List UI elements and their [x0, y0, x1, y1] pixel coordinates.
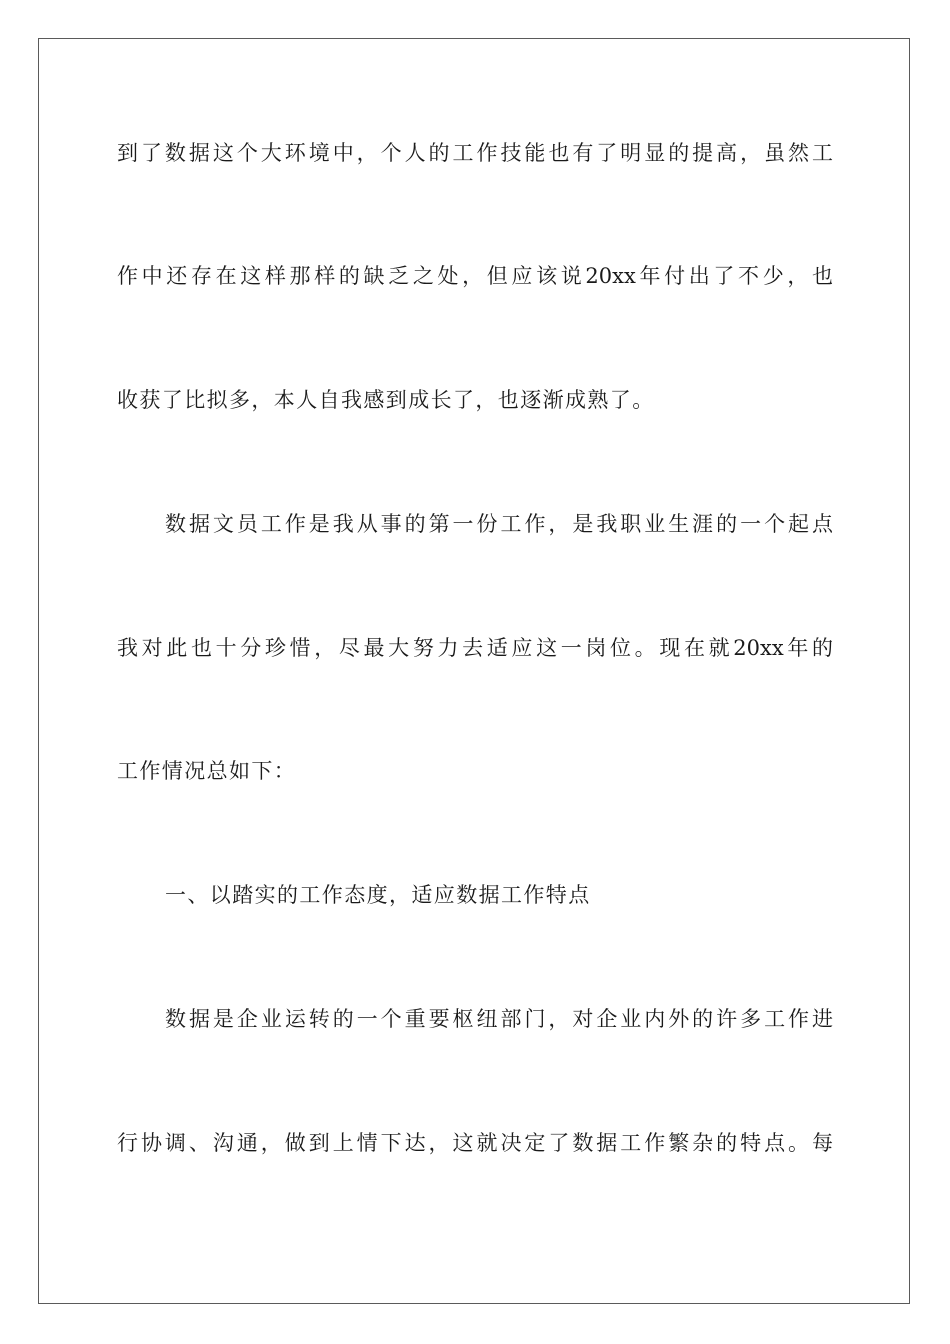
text-line-5: 我对此也十分珍惜，尽最大努力去适应这一岗位。现在就20xx年的 [117, 636, 833, 660]
text-line-4: 数据文员工作是我从事的第一份工作，是我职业生涯的一个起点 [165, 512, 833, 536]
text-line-8: 数据是企业运转的一个重要枢纽部门，对企业内外的许多工作进 [165, 1007, 833, 1031]
text-line-1: 到了数据这个大环境中，个人的工作技能也有了明显的提高，虽然工 [117, 141, 833, 165]
text-line-2: 作中还存在这样那样的缺乏之处，但应该说20xx年付出了不少，也 [117, 264, 833, 288]
text-line-6: 工作情况总如下： [117, 759, 297, 783]
section-heading: 一、以踏实的工作态度，适应数据工作特点 [165, 883, 591, 907]
page-border [38, 38, 910, 1304]
text-line-9: 行协调、沟通，做到上情下达，这就决定了数据工作繁杂的特点。每 [117, 1131, 833, 1155]
text-line-3: 收获了比拟多，本人自我感到成长了，也逐渐成熟了。 [117, 388, 655, 412]
